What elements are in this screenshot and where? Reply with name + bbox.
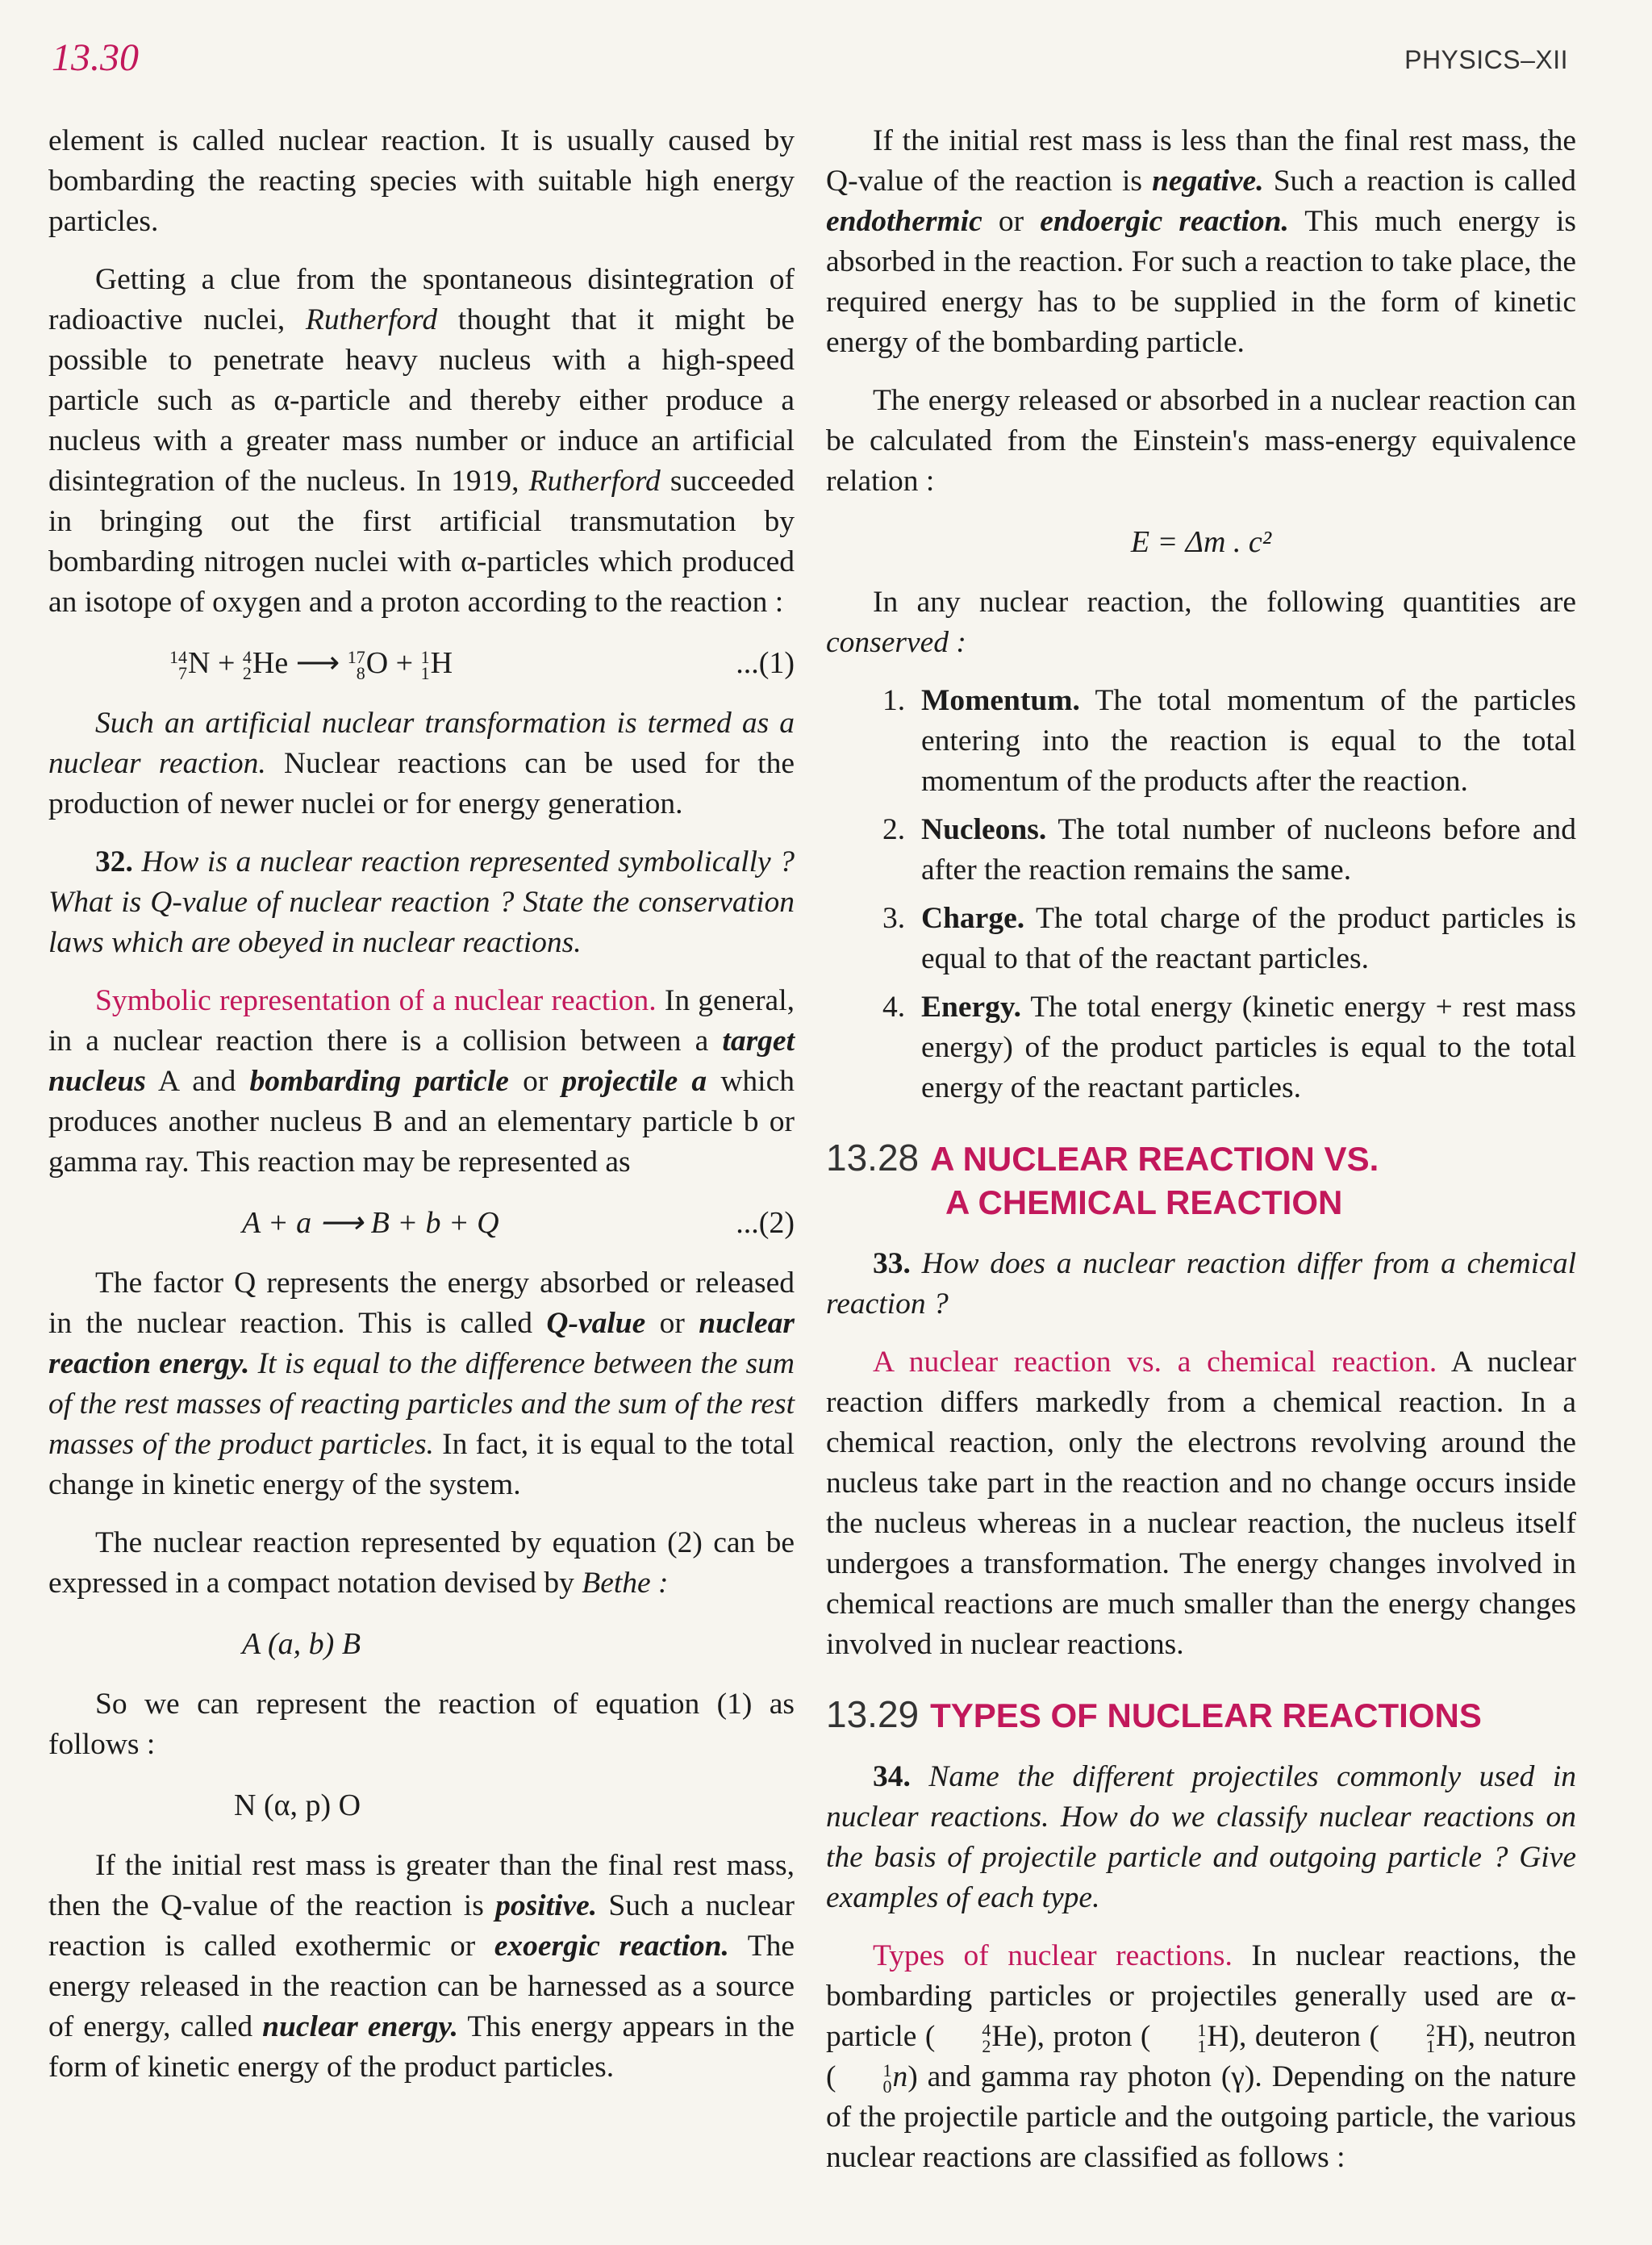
equation-2: A + a ⟶ B + b + Q ...(2): [48, 1200, 795, 1246]
equation-1: 14 7 N + 4 2 He ⟶ 17 8 O + 1 1 H ...(1): [48, 641, 795, 686]
equation-number: ...(1): [736, 646, 795, 680]
conservation-list: [826, 681, 1576, 1108]
list-item: 3. Charge. The total charge of the product particles is equal to that of the reactant particles.: [882, 902, 1576, 975]
list-item: 2. Nucleons. The total number of nucleons before and after the reaction remains the same.: [882, 813, 1576, 887]
paragraph: element is called nuclear reaction. It is usually caused by bombarding the reacting species with suitable high energy particles.: [48, 124, 795, 238]
paragraph: So we can represent the reaction of equation (1) as follows :: [48, 1688, 795, 1761]
question-33: 33. How does a nuclear reaction differ from a chemical reaction ?: [826, 1247, 1576, 1321]
equation-4: N (α, p) O: [234, 1788, 361, 1822]
paragraph: Getting a clue from the spontaneous disintegration of radioactive nuclei, Rutherford thought that it might be possible to penetrate heavy nucleus with a high-speed particle such as α-particle and thereby either produce a nucleus with a greater mass number or induce an artificial disintegration of the nucleus. In 1919, Rutherford succeeded in bringing out the first artificial transmutation by bombarding nitrogen nuclei with α-particles which produced an isotope of oxygen and a proton according to the reaction :: [48, 263, 795, 619]
paragraph: A nuclear reaction vs. a chemical reaction. A nuclear reaction differs markedly from a chemical reaction. In a chemical reaction, only the electrons revolving around the nucleus take part in the reaction and no change occurs inside the nucleus whereas in a nuclear reaction, the nucleus itself undergoes a transformation. The energy changes involved in chemical reactions are much smaller than the energy changes involved in nuclear reactions.: [826, 1346, 1576, 1661]
paragraph: Types of nuclear reactions. In nuclear reactions, the bombarding particles or projectiles generally used are α-particle ( 4 2 He), proton ( 1 1 H), deuteron ( 2 1 H), neutron ( 1 0 n) and gamma ray photon (γ). Depending on the nature of the projectile particle and the outgoing particle, the various nuclear reactions are classified as follows :: [826, 1939, 1576, 2174]
section-heading-13-28: 13.28 A NUCLEAR REACTION VS. A CHEMICAL REACTION: [826, 1137, 1379, 1221]
paragraph: If the initial rest mass is greater than the final rest mass, then the Q-value of the reaction is positive. Such a nuclear reaction is called exothermic or exoergic reaction. The energy released in the reaction can be harnessed as a source of energy, called nuclear energy. This energy appears in the form of kinetic energy of the product particles.: [48, 1849, 795, 2084]
paragraph: Such an artificial nuclear transformation is termed as a nuclear reaction. Nuclear reactions can be used for the production of newer nuclei or for energy generation.: [48, 707, 795, 820]
equation-3: A (a, b) B: [242, 1627, 361, 1661]
right-column: [826, 121, 1576, 2196]
list-item: 4. Energy. The total energy (kinetic energy + rest mass energy) of the product particles is equal to the total energy of the reactant particles.: [882, 991, 1576, 1104]
paragraph: If the initial rest mass is less than the final rest mass, the Q-value of the reaction is negative. Such a reaction is called endothermic or endoergic reaction. This much energy is absorbed in the reaction. For such a reaction to take place, the required energy has to be supplied in the form of kinetic energy of the bombarding particle.: [826, 124, 1576, 359]
left-column: [48, 121, 795, 2105]
paragraph: The factor Q represents the energy absorbed or released in the nuclear reaction. This is called Q-value or nuclear reaction energy. It is equal to the difference between the sum of the rest masses of reacting particles and the sum of the rest masses of the product particles. In fact, it is equal to the total change in kinetic energy of the system.: [48, 1266, 795, 1501]
paragraph: The nuclear reaction represented by equation (2) can be expressed in a compact notation devised by Bethe :: [48, 1526, 795, 1600]
section-heading-13-29: 13.29 TYPES OF NUCLEAR REACTIONS: [826, 1693, 1482, 1735]
paragraph: In any nuclear reaction, the following quantities are conserved :: [826, 586, 1576, 659]
question-34: 34. Name the different projectiles commonly used in nuclear reactions. How do we classify nuclear reactions on the basis of projectile particle and outgoing particle ? Give examples of each type.: [826, 1760, 1576, 1914]
question-32: 32. How is a nuclear reaction represented symbolically ? What is Q-value of nuclear reaction ? State the conservation laws which are obeyed in nuclear reactions.: [48, 845, 795, 959]
paragraph: Symbolic representation of a nuclear reaction. In general, in a nuclear reaction there is a collision between a target nucleus A and bombarding particle or projectile a which produces another nucleus B and an elementary particle b or gamma ray. This reaction may be represented as: [48, 984, 795, 1179]
equation-number: ...(2): [736, 1206, 795, 1240]
paragraph: The energy released or absorbed in a nuclear reaction can be calculated from the Einstein's mass-energy equivalence relation :: [826, 384, 1576, 498]
list-item: 1. Momentum. The total momentum of the particles entering into the reaction is equal to the total momentum of the products after the reaction.: [882, 684, 1576, 798]
page-number: 13.30: [52, 36, 139, 79]
equation-5: E = Δm . c²: [1130, 525, 1272, 559]
running-title: PHYSICS–XII: [1404, 45, 1568, 74]
